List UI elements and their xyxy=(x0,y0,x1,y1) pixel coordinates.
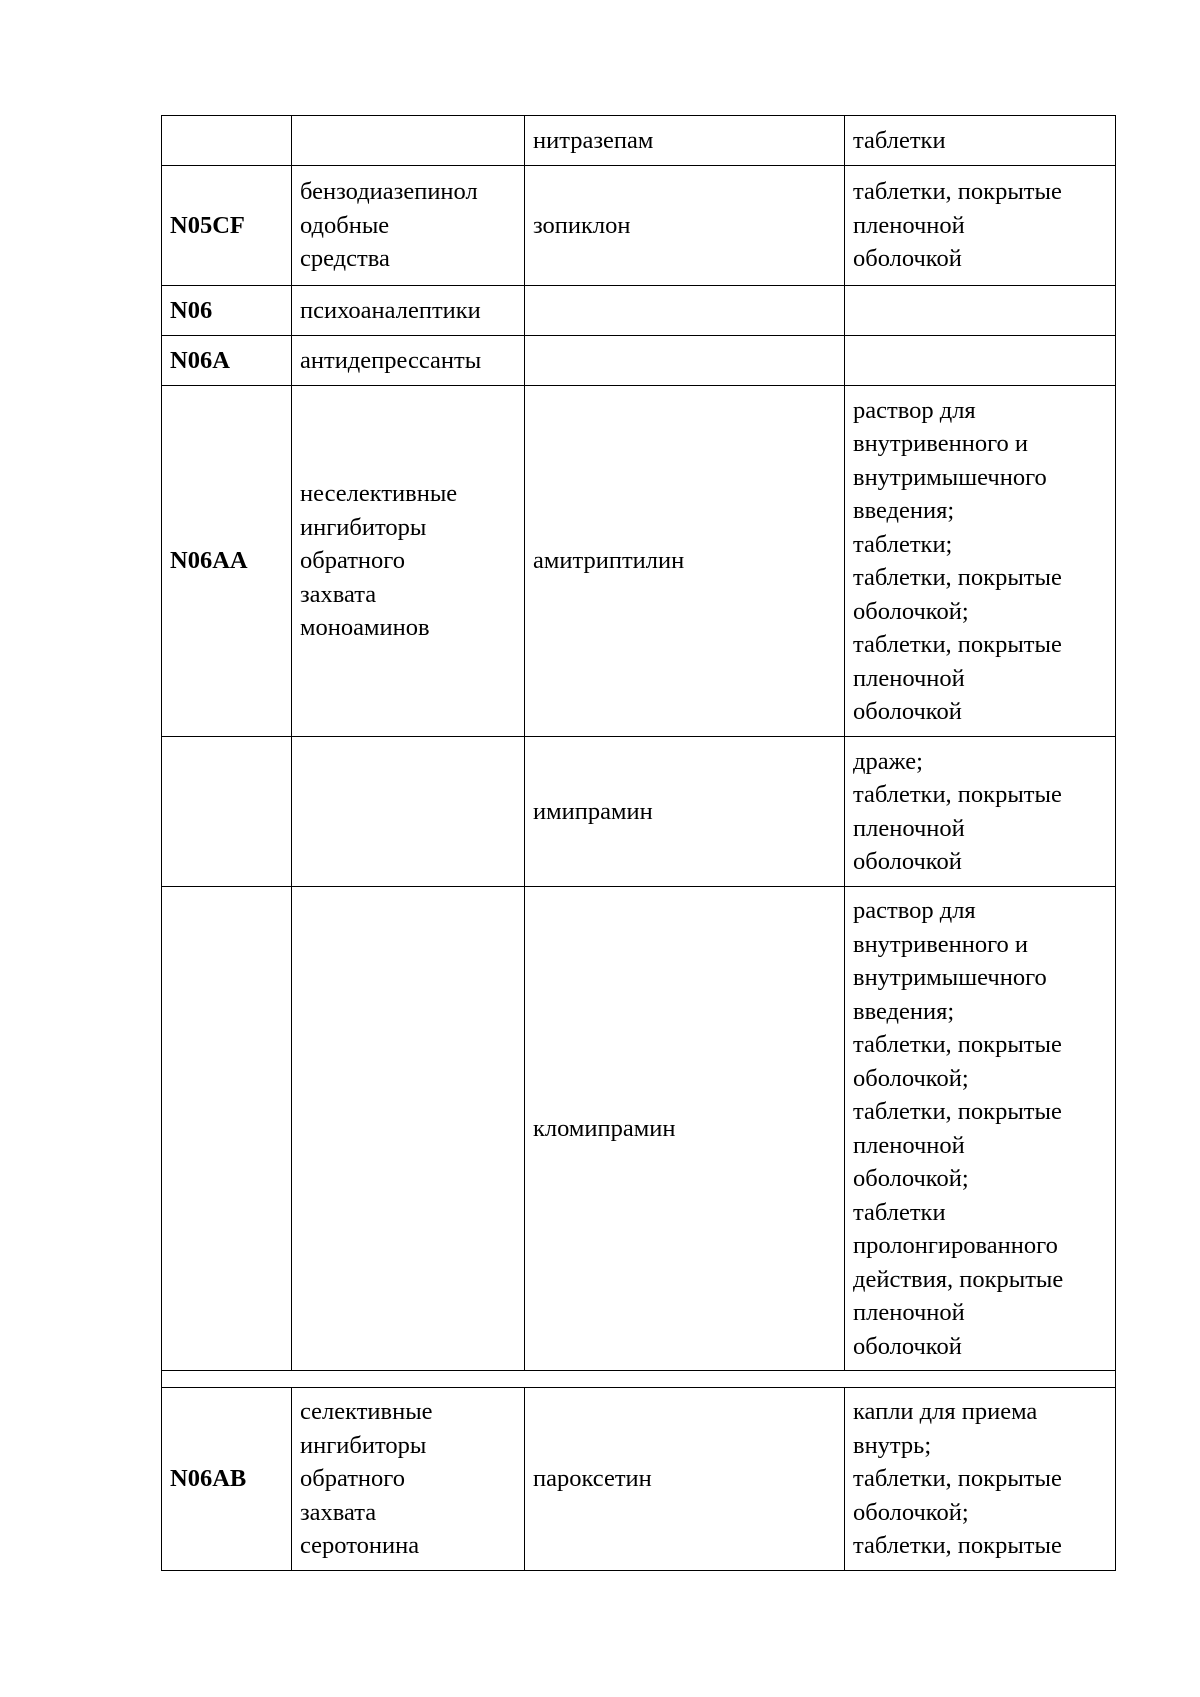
drug-table xyxy=(161,115,1116,1571)
table-row xyxy=(162,386,1116,737)
drug-name-cell: зопиклон xyxy=(525,166,845,286)
atc-code-cell: N06 xyxy=(162,286,292,336)
drug-name-cell: амитриптилин xyxy=(525,386,845,737)
table-row xyxy=(162,336,1116,386)
dosage-form-cell xyxy=(845,336,1116,386)
dosage-form-cell: таблетки, покрытые пленочной оболочкой xyxy=(845,166,1116,286)
dosage-form-cell xyxy=(845,286,1116,336)
group-cell xyxy=(292,887,525,1371)
dosage-form-cell: драже; таблетки, покрытые пленочной оболочкой xyxy=(845,737,1116,887)
atc-code-cell: N05CF xyxy=(162,166,292,286)
atc-code-cell xyxy=(162,116,292,166)
dosage-form-cell: раствор для внутривенного и внутримышечного введения; таблетки; таблетки, покрытые оболочкой; таблетки, покрытые пленочной оболочкой xyxy=(845,386,1116,737)
group-cell: антидепрессанты xyxy=(292,336,525,386)
table-row xyxy=(162,737,1116,887)
drug-name-cell xyxy=(525,286,845,336)
dosage-form-cell: раствор для внутривенного и внутримышечного введения; таблетки, покрытые оболочкой; таблетки, покрытые пленочной оболочкой; таблетки пролонгированного действия, покрытые пленочной оболочкой xyxy=(845,887,1116,1371)
group-cell xyxy=(292,737,525,887)
group-cell xyxy=(292,116,525,166)
drug-name-cell xyxy=(525,336,845,386)
dosage-form-cell: таблетки xyxy=(845,116,1116,166)
page-break-row xyxy=(162,1371,1116,1388)
atc-code-cell: N06AB xyxy=(162,1388,292,1571)
atc-code-cell: N06A xyxy=(162,336,292,386)
drug-name-cell: кломипрамин xyxy=(525,887,845,1371)
table-row xyxy=(162,887,1116,1371)
table-row xyxy=(162,1388,1116,1571)
drug-name-cell: пароксетин xyxy=(525,1388,845,1571)
group-cell: неселективные ингибиторы обратного захвата моноаминов xyxy=(292,386,525,737)
page-break-spacer xyxy=(162,1371,1116,1388)
atc-code-cell xyxy=(162,737,292,887)
table-row xyxy=(162,116,1116,166)
group-cell: бензодиазепинол одобные средства xyxy=(292,166,525,286)
dosage-form-cell: капли для приема внутрь; таблетки, покрытые оболочкой; таблетки, покрытые xyxy=(845,1388,1116,1571)
group-cell: селективные ингибиторы обратного захвата серотонина xyxy=(292,1388,525,1571)
drug-name-cell: имипрамин xyxy=(525,737,845,887)
table-row xyxy=(162,286,1116,336)
drug-name-cell: нитразепам xyxy=(525,116,845,166)
table-row xyxy=(162,166,1116,286)
atc-code-cell: N06AA xyxy=(162,386,292,737)
group-cell: психоаналептики xyxy=(292,286,525,336)
atc-code-cell xyxy=(162,887,292,1371)
